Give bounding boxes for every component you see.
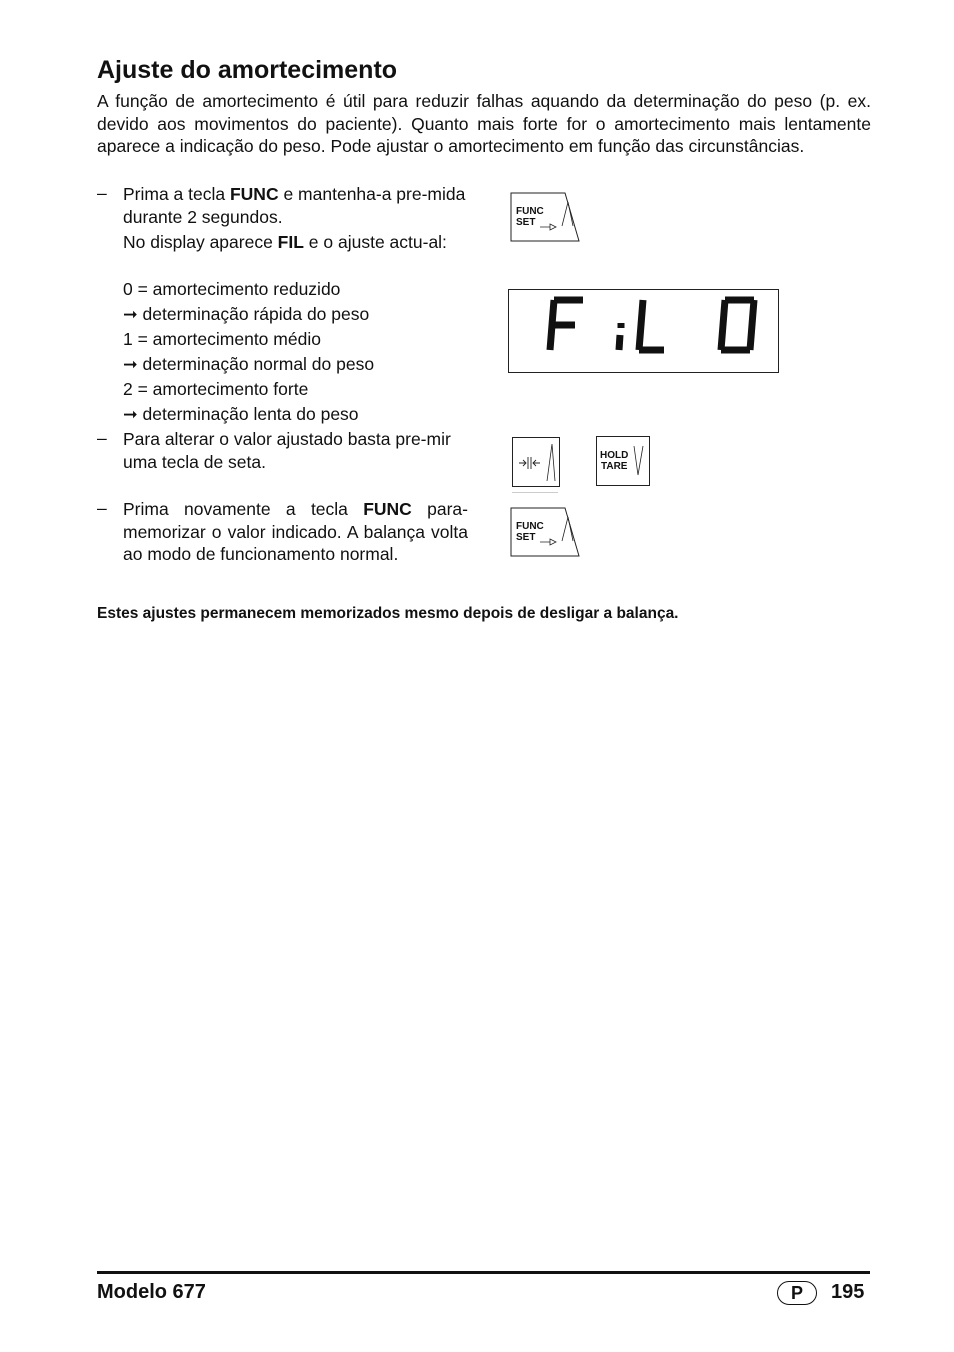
fil-0-segment-display	[509, 290, 778, 372]
step-3-text: Prima novamente a tecla FUNC para-memorizar o valor indicado. A balança volta ao modo de funcionamento normal.	[123, 499, 468, 564]
footer-rule	[97, 1271, 870, 1274]
note-text: Estes ajustes permanecem memorizados mesmo depois de desligar a balança.	[97, 605, 679, 622]
set-key-label: SET	[516, 217, 536, 228]
bullet-dash: –	[97, 428, 107, 448]
footer-model: Modelo 677	[97, 1281, 206, 1303]
divider	[512, 492, 558, 493]
func-key-label: FUNC	[516, 521, 544, 532]
option-1-effect: ➞ determinação normal do peso	[123, 354, 375, 374]
step-1-display-text: No display aparece FIL e o ajuste actu-al:	[123, 232, 447, 252]
hold-key-label: HOLD	[600, 450, 629, 461]
zero-key-icon	[512, 437, 560, 487]
func-key-label: FUNC	[516, 206, 544, 217]
option-2-level: 2 = amortecimento forte	[123, 379, 309, 399]
step-1-text: Prima a tecla FUNC e mantenha-a pre-mida durante 2 segundos.	[123, 184, 466, 227]
set-key-label: SET	[516, 532, 536, 543]
page-title: Ajuste do amortecimento	[97, 56, 398, 84]
func-set-key-icon	[510, 507, 582, 557]
language-badge: P	[777, 1281, 817, 1305]
option-0-effect: ➞ determinação rápida do peso	[123, 304, 370, 324]
option-0-level: 0 = amortecimento reduzido	[123, 279, 341, 299]
lcd-display	[508, 289, 779, 373]
option-1-level: 1 = amortecimento médio	[123, 329, 321, 349]
option-2-effect: ➞ determinação lenta do peso	[123, 404, 359, 424]
bullet-dash: –	[97, 498, 107, 518]
page-number: 195	[831, 1281, 865, 1303]
intro-paragraph: A função de amortecimento é útil para reduzir falhas aquando da determinação do peso (p. ex. devido aos movimentos do paciente). Quanto mais forte for o amortecimento mais lentamente aparece a indicação do peso. Pode ajustar o amortecimento em função das circunstâncias.	[97, 91, 871, 156]
hold-tare-key-icon	[596, 436, 650, 486]
step-2-text: Para alterar o valor ajustado basta pre-mir uma tecla de seta.	[123, 429, 451, 472]
func-set-key-icon	[510, 192, 582, 242]
tare-key-label: TARE	[601, 461, 628, 472]
bullet-dash: –	[97, 183, 107, 203]
